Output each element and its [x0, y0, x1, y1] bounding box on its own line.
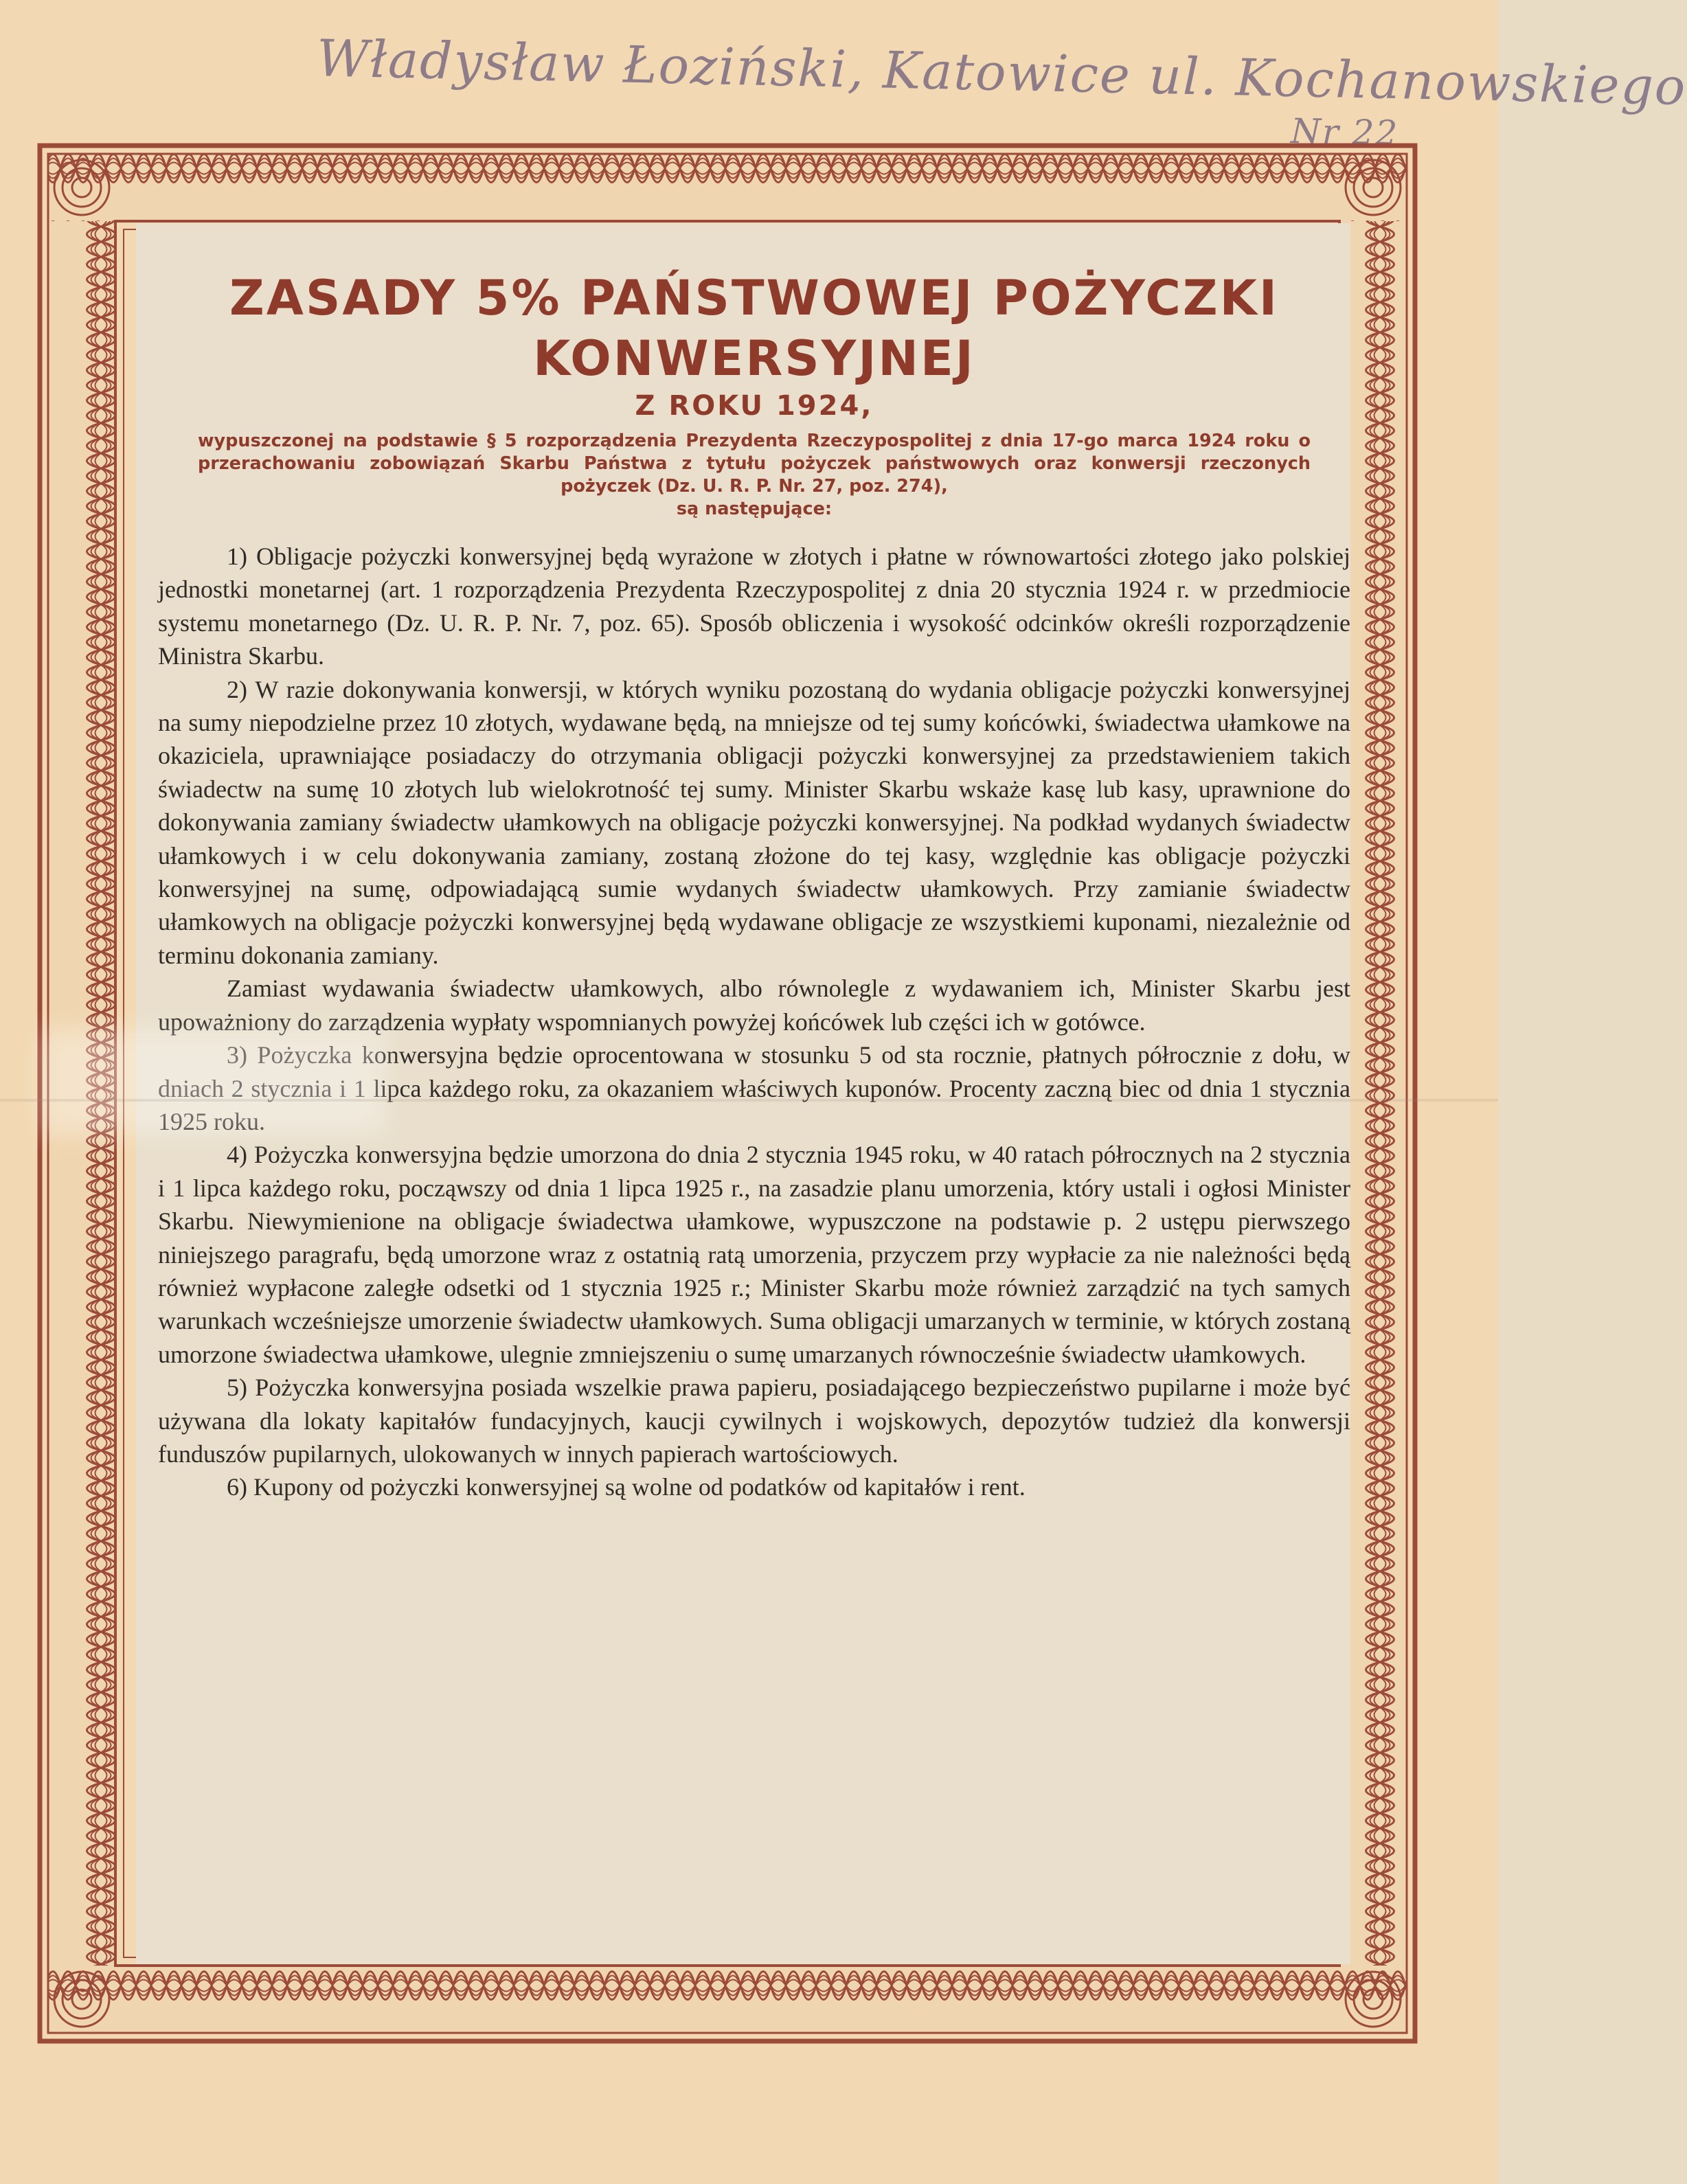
paper-fold-crease: [0, 1099, 1498, 1102]
document-preamble: wypuszczonej na podstawie § 5 rozporządzenia Prezydenta Rzeczypospolitej z dnia 17-go marca 1924 roku o przerachowaniu zobowiązań Skarbu Państwa z tytułu pożyczek państwowych oraz konwersji rzeczonych pożyczek (Dz. U. R. P. Nr. 27, poz. 274),: [198, 431, 1311, 497]
paragraph-6: 6) Kupony od pożyczki konwersyjnej są wolne od podatków od kapitałów i rent.: [227, 1473, 1026, 1501]
paper-stain: [41, 1030, 385, 1133]
handwritten-number: Nr 22: [1290, 111, 1399, 154]
document-body: [157, 268, 1352, 1504]
paragraph-5: 5) Pożyczka konwersyjna posiada wszelkie prawa papieru, posiadającego bezpieczeństwo pupilarne i może być używana dla lokaty kapitałów fundacyjnych, kaucji cywilnych i wojskowych, depozytów tudzież dla konwersji funduszów pupilarnych, ulokowanych w innych papierach wartościowych.: [158, 1374, 1350, 1468]
document-title: ZASADY 5% PAŃSTWOWEJ POŻYCZKI KONWERSYJNEJ: [229, 270, 1279, 387]
document-subtitle: Z ROKU 1924,: [635, 390, 874, 422]
regulations-text: [157, 540, 1352, 1504]
paragraph-3: 3) Pożyczka konwersyjna będzie oprocentowana w stosunku 5 od sta rocznie, płatnych półrocznie z dołu, w dniach 2 stycznia i 1 lipca każdego roku, za okazaniem właściwych kuponów. Procenty zaczną biec od dnia 1 stycznia 1925 roku.: [158, 1041, 1350, 1135]
paragraph-1: 1) Obligacje pożyczki konwersyjnej będą wyrażone w złotych i płatne w równowartości złotego jako polskiej jednostki monetarnej (art. 1 rozporządzenia Prezydenta Rzeczypospolitej z dnia 20 stycznia 1924 r. w przedmiocie systemu monetarnego (Dz. U. R. P. Nr. 7, poz. 65). Sposób obliczenia i wysokość odcinków określi rozporządzenie Ministra Skarbu.: [158, 543, 1350, 670]
paragraph-4: 4) Pożyczka konwersyjna będzie umorzona do dnia 2 stycznia 1945 roku, w 40 ratach półrocznych na 2 stycznia i 1 lipca każdego roku, począwszy od dnia 1 lipca 1925 r., na zasadzie planu umorzenia, który ustali i ogłosi Minister Skarbu. Niewymienione na obligacje świadectwa ułamkowe, wypuszczone na podstawie p. 2 ustępu pierwszego niniejszego paragrafu, będą umorzone wraz z ostatnią ratą umorzenia, przyczem przy wypłacie za nie należności będą również wypłacone zaległe odsetki od 1 stycznia 1925 r.; Minister Skarbu może również zarządzić na tych samych warunkach wcześniejsze umorzenie świadectw ułamkowych. Suma obligacji umarzanych w terminie, w których zostaną umorzone świadectwa ułamkowe, ulegnie zmniejszeniu o sumę umarzanych równocześnie świadectw ułamkowych.: [158, 1141, 1350, 1368]
paragraph-2: 2) W razie dokonywania konwersji, w których wyniku pozostaną do wydania obligacje pożyczki konwersyjnej na sumy niepodzielne przez 10 złotych, wydawane będą, na mniejsze od tej sumy końcówki, świadectwa ułamkowe na okaziciela, uprawniające posiadaczy do otrzymania obligacji pożyczki konwersyjnej za przedstawieniem takich świadectw na sumę 10 złotych lub wielokrotność tej sumy. Minister Skarbu wskaże kasę lub kasy, uprawnione do dokonywania zamiany świadectw ułamkowych na obligacje pożyczki konwersyjnej. Na podkład wydanych świadectw ułamkowych i w celu dokonywania zamiany, zostaną złożone do tej kasy, względnie kas obligacje pożyczki konwersyjnej na sumę, odpowiadającą sumie wydanych świadectw ułamkowych. Przy zamianie świadectw ułamkowych na obligacje pożyczki konwersyjnej będą wydawane obligacje ze wszystkiemi kuponami, niezależnie od terminu dokonania zamiany.: [158, 675, 1350, 969]
paragraph-2-continued: Zamiast wydawania świadectw ułamkowych, albo równolegle z wydawaniem ich, Minister Skarbu jest upoważniony do zarządzenia wypłaty wspomnianych powyżej końcówek lub części ich w gotówce.: [158, 975, 1350, 1036]
preamble-ending: są następujące:: [676, 499, 833, 519]
handwritten-address: Władysław Łoziński, Katowice ul. Kochanowskiego: [316, 29, 1687, 117]
